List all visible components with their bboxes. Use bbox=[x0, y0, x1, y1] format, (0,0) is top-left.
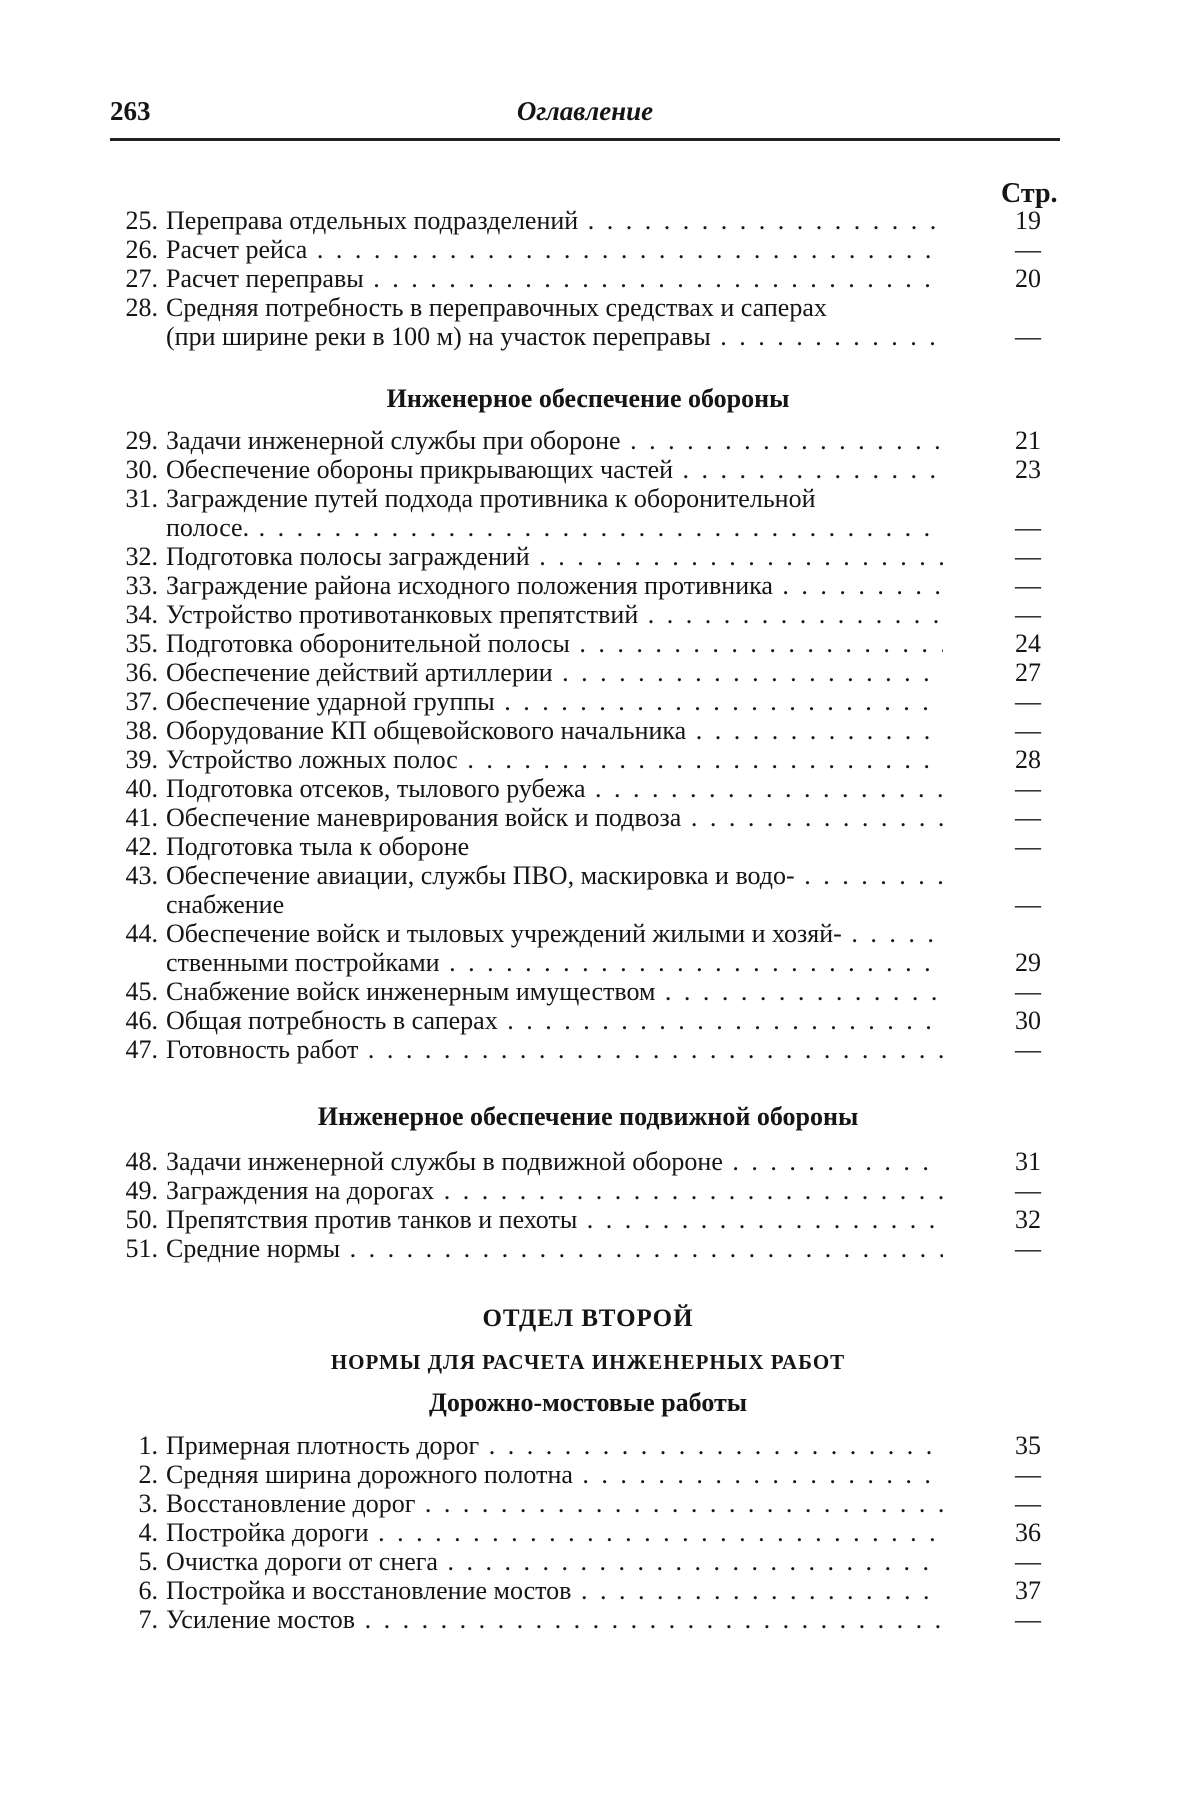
toc-title: Задачи инженерной службы при обороне . . . bbox=[166, 426, 943, 455]
toc-row bbox=[108, 745, 1068, 774]
toc-number: 32. bbox=[125, 542, 158, 571]
toc-page-ref: — bbox=[1015, 716, 1041, 745]
toc-row bbox=[108, 1605, 1068, 1634]
toc-title: полосе. . . . bbox=[166, 513, 943, 542]
toc-group bbox=[108, 206, 1068, 351]
toc-number: 29. bbox=[125, 426, 158, 455]
toc-page-ref: 30 bbox=[1015, 1006, 1041, 1035]
toc-title: Устройство ложных полос . . . bbox=[166, 745, 943, 774]
toc-number: 2. bbox=[138, 1460, 158, 1489]
toc-row bbox=[108, 1205, 1068, 1234]
section-heading: Дорожно-мостовые работы bbox=[428, 1388, 748, 1417]
toc-row bbox=[108, 861, 1068, 890]
toc-row bbox=[108, 455, 1068, 484]
toc-row bbox=[108, 629, 1068, 658]
toc-page-ref: — bbox=[1015, 832, 1041, 861]
toc-row bbox=[108, 1006, 1068, 1035]
toc-number: 6. bbox=[138, 1576, 158, 1605]
toc-row bbox=[108, 774, 1068, 803]
toc-number: 42. bbox=[125, 832, 158, 861]
toc-row bbox=[108, 687, 1068, 716]
toc-number: 48. bbox=[125, 1147, 158, 1176]
toc-number: 44. bbox=[125, 919, 158, 948]
header-rule bbox=[110, 138, 1060, 141]
toc-title: Готовность работ . . . bbox=[166, 1035, 943, 1064]
toc-page-ref: — bbox=[1015, 513, 1041, 542]
toc-page-ref: — bbox=[1015, 235, 1041, 264]
toc-number: 39. bbox=[125, 745, 158, 774]
toc-row bbox=[108, 426, 1068, 455]
toc-row bbox=[108, 1518, 1068, 1547]
toc-row bbox=[108, 803, 1068, 832]
toc-page-ref: 35 bbox=[1015, 1431, 1041, 1460]
toc-page-ref: 37 bbox=[1015, 1576, 1041, 1605]
toc-number: 46. bbox=[125, 1006, 158, 1035]
toc-row bbox=[108, 890, 1068, 919]
toc-number: 50. bbox=[125, 1205, 158, 1234]
toc-title: Расчет рейса . . . bbox=[166, 235, 943, 264]
toc-title: Расчет переправы . . . bbox=[166, 264, 943, 293]
toc-row bbox=[108, 658, 1068, 687]
toc-title: Переправа отдельных подразделений . . . bbox=[166, 206, 943, 235]
toc-row bbox=[108, 1176, 1068, 1205]
toc-title: Задачи инженерной службы в подвижной обороне . . . bbox=[166, 1147, 943, 1176]
toc-number: 4. bbox=[138, 1518, 158, 1547]
toc-row bbox=[108, 977, 1068, 1006]
toc-page-ref: — bbox=[1015, 1460, 1041, 1489]
section-heading: Инженерное обеспечение подвижной обороны bbox=[317, 1102, 859, 1131]
toc-title: Постройка и восстановление мостов . . . bbox=[166, 1576, 943, 1605]
toc-row bbox=[108, 919, 1068, 948]
toc-number: 43. bbox=[125, 861, 158, 890]
toc-row bbox=[108, 571, 1068, 600]
toc-title: Очистка дороги от снега . . . bbox=[166, 1547, 943, 1576]
toc-row bbox=[108, 1547, 1068, 1576]
toc-row bbox=[108, 322, 1068, 351]
toc-title: Препятствия против танков и пехоты . . . bbox=[166, 1205, 943, 1234]
toc-title: Обеспечение действий артиллерии . . . bbox=[166, 658, 943, 687]
toc-row bbox=[108, 1234, 1068, 1263]
toc-row bbox=[108, 484, 1068, 513]
toc-number: 51. bbox=[125, 1234, 158, 1263]
toc-row bbox=[108, 948, 1068, 977]
toc-page-ref: — bbox=[1015, 542, 1041, 571]
toc-row bbox=[108, 542, 1068, 571]
running-head bbox=[110, 96, 1060, 136]
toc-row bbox=[108, 1576, 1068, 1605]
toc-page-ref: — bbox=[1015, 977, 1041, 1006]
part-subtitle: НОРМЫ ДЛЯ РАСЧЕТА ИНЖЕНЕРНЫХ РАБОТ bbox=[330, 1350, 846, 1374]
toc-group bbox=[108, 1147, 1068, 1263]
toc-page-ref: 36 bbox=[1015, 1518, 1041, 1547]
toc-number: 40. bbox=[125, 774, 158, 803]
toc-number: 49. bbox=[125, 1176, 158, 1205]
toc-page-ref: — bbox=[1015, 1489, 1041, 1518]
toc-number: 25. bbox=[125, 206, 158, 235]
toc-page-ref: — bbox=[1015, 1547, 1041, 1576]
toc-number: 26. bbox=[125, 235, 158, 264]
toc-number: 28. bbox=[125, 293, 158, 322]
section-heading: Инженерное обеспечение обороны bbox=[386, 384, 790, 413]
toc-page-ref: 31 bbox=[1015, 1147, 1041, 1176]
toc-page-ref: 19 bbox=[1015, 206, 1041, 235]
toc-page-ref: 27 bbox=[1015, 658, 1041, 687]
toc-title: Оборудование КП общевойскового начальника . . . bbox=[166, 716, 943, 745]
toc-page-ref: — bbox=[1015, 1176, 1041, 1205]
toc-row bbox=[108, 1489, 1068, 1518]
toc-number: 33. bbox=[125, 571, 158, 600]
toc-number: 47. bbox=[125, 1035, 158, 1064]
part-title: ОТДЕЛ ВТОРОЙ bbox=[482, 1305, 694, 1332]
toc-title: Общая потребность в саперах . . . bbox=[166, 1006, 943, 1035]
toc-page-ref: 32 bbox=[1015, 1205, 1041, 1234]
toc-title: Заграждения на дорогах . . . bbox=[166, 1176, 943, 1205]
toc-row bbox=[108, 1460, 1068, 1489]
toc-page-ref: — bbox=[1015, 1234, 1041, 1263]
toc-row bbox=[108, 235, 1068, 264]
toc-page-ref: — bbox=[1015, 774, 1041, 803]
toc-number: 41. bbox=[125, 803, 158, 832]
toc-page-ref: 23 bbox=[1015, 455, 1041, 484]
toc-row bbox=[108, 716, 1068, 745]
toc-title: Обеспечение ударной группы . . . bbox=[166, 687, 943, 716]
toc-number: 36. bbox=[125, 658, 158, 687]
toc-page-ref: — bbox=[1015, 600, 1041, 629]
running-title: Оглавление bbox=[516, 96, 654, 126]
toc-number: 7. bbox=[138, 1605, 158, 1634]
toc-title: Обеспечение авиации, службы ПВО, маскировка и водо- . . . bbox=[166, 861, 943, 890]
toc-row bbox=[108, 832, 1068, 861]
toc-page-ref: 20 bbox=[1015, 264, 1041, 293]
toc-title: Заграждение района исходного положения противника . . . bbox=[166, 571, 943, 600]
toc-title: Средняя ширина дорожного полотна . . . bbox=[166, 1460, 943, 1489]
toc-row bbox=[108, 264, 1068, 293]
toc-group bbox=[108, 1431, 1068, 1634]
toc-title: Подготовка отсеков, тылового рубежа . . . bbox=[166, 774, 943, 803]
toc-number: 35. bbox=[125, 629, 158, 658]
toc-title: Обеспечение маневрирования войск и подвоза . . . bbox=[166, 803, 943, 832]
toc-title: Обеспечение войск и тыловых учреждений жилыми и хозяй- . . . bbox=[166, 919, 943, 948]
toc-row bbox=[108, 1431, 1068, 1460]
toc-title: Средняя потребность в переправочных средствах и саперах bbox=[166, 293, 827, 322]
toc-number: 1. bbox=[138, 1431, 158, 1460]
toc-row bbox=[108, 1035, 1068, 1064]
toc-page-ref: — bbox=[1015, 1605, 1041, 1634]
toc-title: (при ширине реки в 100 м) на участок переправы . . . bbox=[166, 322, 943, 351]
toc-title: Постройка дороги . . . bbox=[166, 1518, 943, 1547]
toc-number: 27. bbox=[125, 264, 158, 293]
toc-title: Подготовка полосы заграждений . . . bbox=[166, 542, 943, 571]
page-column-label: Стр. bbox=[1001, 178, 1058, 209]
toc-page-ref: 29 bbox=[1015, 948, 1041, 977]
toc-title: Усиление мостов . . . bbox=[166, 1605, 943, 1634]
toc-number: 34. bbox=[125, 600, 158, 629]
page-number: 263 bbox=[110, 96, 151, 126]
toc-row bbox=[108, 206, 1068, 235]
toc-page-ref: — bbox=[1015, 687, 1041, 716]
toc-page-ref: — bbox=[1015, 890, 1041, 919]
toc-page-ref: — bbox=[1015, 571, 1041, 600]
toc-number: 31. bbox=[125, 484, 158, 513]
toc-title: Подготовка тыла к обороне bbox=[166, 832, 470, 861]
toc-title: Обеспечение обороны прикрывающих частей . . . bbox=[166, 455, 943, 484]
toc-number: 3. bbox=[138, 1489, 158, 1518]
toc-title: Заграждение путей подхода противника к оборонительной bbox=[166, 484, 816, 513]
toc-row bbox=[108, 600, 1068, 629]
toc-title: Примерная плотность дорог . . . bbox=[166, 1431, 943, 1460]
toc-page-ref: 21 bbox=[1015, 426, 1041, 455]
toc-number: 37. bbox=[125, 687, 158, 716]
toc-title: Средние нормы . . . bbox=[166, 1234, 943, 1263]
toc-number: 38. bbox=[125, 716, 158, 745]
toc-page-ref: — bbox=[1015, 1035, 1041, 1064]
toc-number: 30. bbox=[125, 455, 158, 484]
toc-number: 5. bbox=[138, 1547, 158, 1576]
toc-title: ственными постройками . . . bbox=[166, 948, 943, 977]
toc-number: 45. bbox=[125, 977, 158, 1006]
toc-page-ref: — bbox=[1015, 322, 1041, 351]
toc-page-ref: — bbox=[1015, 803, 1041, 832]
toc-row bbox=[108, 1147, 1068, 1176]
toc-group bbox=[108, 426, 1068, 1064]
toc-title: Снабжение войск инженерным имуществом . . . bbox=[166, 977, 943, 1006]
toc-title: Подготовка оборонительной полосы . . . bbox=[166, 629, 943, 658]
toc-title: Восстановление дорог . . . bbox=[166, 1489, 943, 1518]
toc-row bbox=[108, 513, 1068, 542]
toc-page-ref: 24 bbox=[1015, 629, 1041, 658]
toc-title: Устройство противотанковых препятствий . . . bbox=[166, 600, 943, 629]
toc-row bbox=[108, 293, 1068, 322]
toc-page-ref: 28 bbox=[1015, 745, 1041, 774]
toc-title: снабжение bbox=[166, 890, 285, 919]
